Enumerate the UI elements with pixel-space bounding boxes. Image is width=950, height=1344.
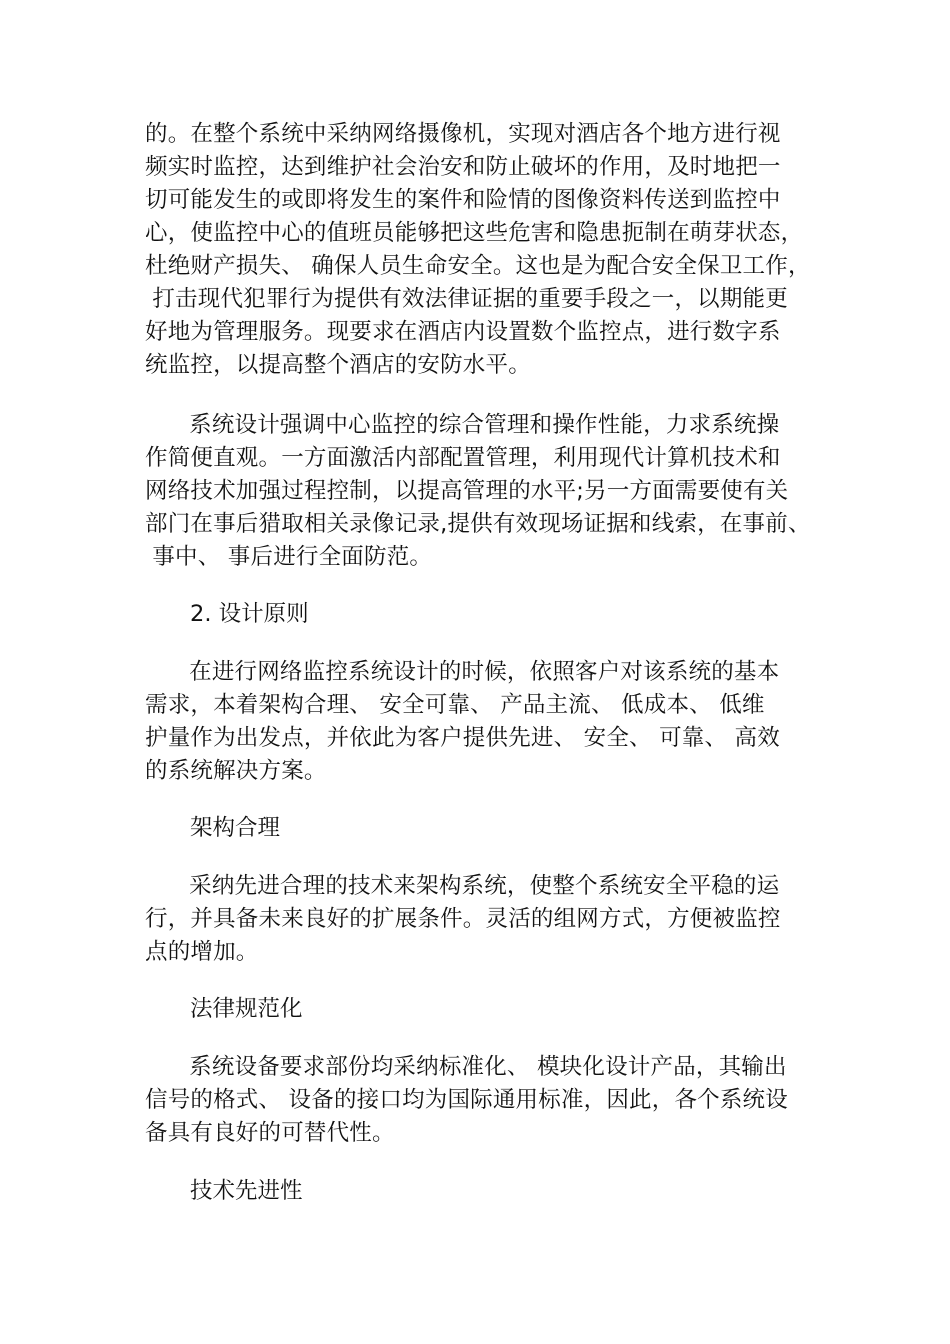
text-line: 的系统解决方案。 — [145, 758, 327, 784]
text-line: 杜绝财产损失、 确保人员生命安全。这也是为配合安全保卫工作， — [145, 253, 811, 279]
subheading-legal-standardization: 法律规范化 — [190, 996, 303, 1022]
text-line: 在进行网络监控系统设计的时候，依照客户对该系统的基本 — [145, 659, 780, 685]
text-line: 点的增加。 — [145, 939, 259, 965]
text-line: 备具有良好的可替代性。 — [145, 1120, 395, 1146]
text-line: 心，使监控中心的值班员能够把这些危害和隐患扼制在萌芽状态， — [145, 220, 804, 246]
text-line: 系统设备要求部份均采纳标准化、 模块化设计产品，其输出 — [145, 1054, 787, 1080]
text-line: 部门在事后猎取相关录像记录,提供有效现场证据和线索，在事前、 — [145, 511, 811, 537]
section-heading-design-principles: 2. 设计原则 — [190, 601, 309, 627]
text-line: 的。在整个系统中采纳网络摄像机，实现对酒店各个地方进行视 — [145, 121, 781, 147]
subheading-architecture: 架构合理 — [190, 815, 281, 841]
text-line: 网络技术加强过程控制，以提高管理的水平;另一方面需要使有关 — [145, 478, 789, 504]
text-line: 采纳先进合理的技术来架构系统，使整个系统安全平稳的运 — [145, 873, 780, 899]
text-line: 信号的格式、 设备的接口均为国际通用标准，因此，各个系统设 — [145, 1087, 788, 1113]
paragraph-design-principles — [145, 656, 825, 788]
subheading-technology-advanced: 技术先进性 — [190, 1178, 303, 1204]
text-line: 护量作为出发点，并依此为客户提供先进、 安全、 可靠、 高效 — [145, 725, 780, 751]
paragraph-design-emphasis — [145, 409, 825, 574]
text-line: 统监控，以提高整个酒店的安防水平。 — [145, 352, 531, 378]
paragraph-legal-standardization — [145, 1051, 825, 1150]
text-line: 系统设计强调中心监控的综合管理和操作性能，力求系统操 — [145, 412, 780, 438]
text-line: 行，并具备未来良好的扩展条件。灵活的组网方式，方便被监控 — [145, 906, 781, 932]
text-line: 作简便直观。一方面激活内部配置管理，利用现代计算机技术和 — [145, 445, 781, 471]
text-line: 频实时监控，达到维护社会治安和防止破坏的作用，及时地把一 — [145, 154, 781, 180]
paragraph-monitoring-purpose — [145, 118, 825, 382]
text-line: 需求，本着架构合理、 安全可靠、 产品主流、 低成本、 低维 — [145, 692, 765, 718]
text-line: 好地为管理服务。现要求在酒店内设置数个监控点，进行数字系 — [145, 319, 781, 345]
text-line: 事中、 事后进行全面防范。 — [145, 544, 433, 570]
paragraph-architecture — [145, 870, 825, 969]
text-line: 切可能发生的或即将发生的案件和险情的图像资料传送到监控中 — [145, 187, 781, 213]
text-line: 打击现代犯罪行为提供有效法律证据的重要手段之一，以期能更 — [145, 286, 788, 312]
